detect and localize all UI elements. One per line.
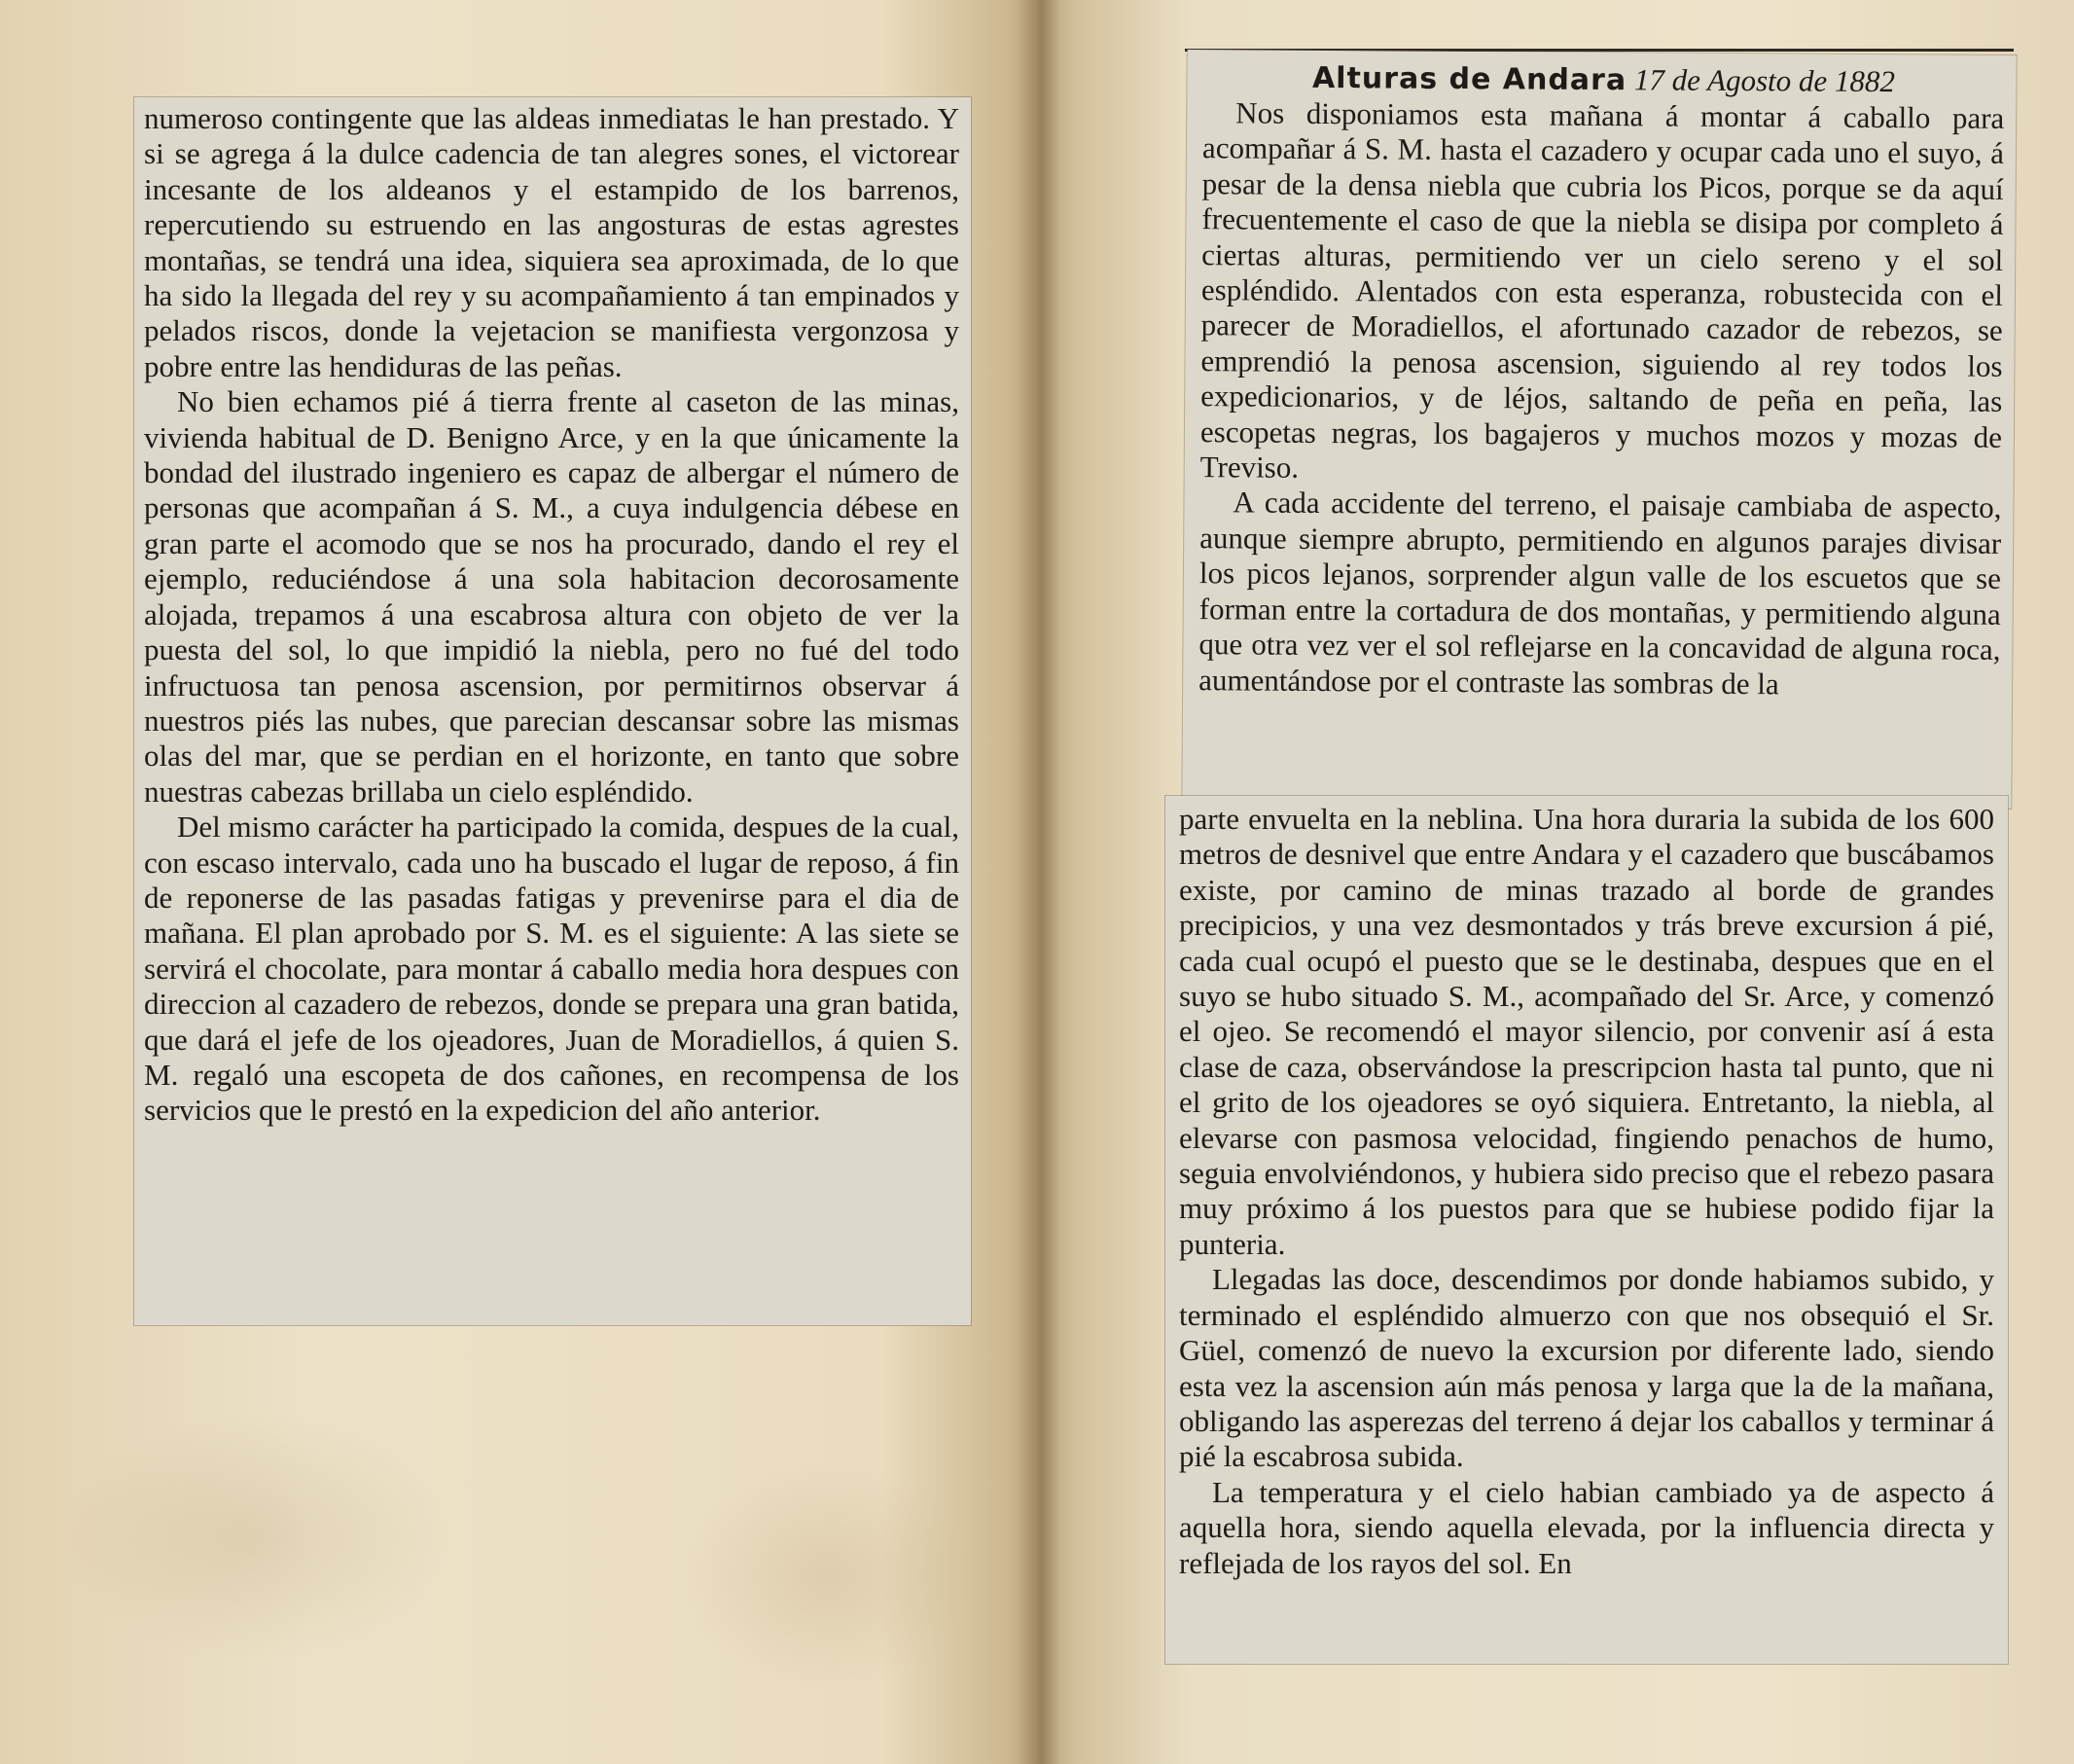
paper-stain xyxy=(58,1411,447,1664)
book-gutter xyxy=(1018,0,1060,1764)
left-paragraph-1: numeroso contingente que las aldeas inmediatas le han prestado. Y si se agrega á la dulce cadencia de tan alegres sones, el victorear incesante de los aldeanos y el estampido de los barrenos, repercutiendo su estruendo en las angosturas de estas agrestes montañas, se tendrá una idea, siquiera sea aproximada, de lo que ha sido la llegada del rey y su acompañamiento á tan empinados y pelados riscos, donde la vejetacion se manifiesta vergonzosa y pobre entre las hendiduras de las peñas. xyxy=(144,101,959,383)
right-newspaper-clipping-bottom xyxy=(1165,796,2008,1664)
left-paragraph-2: No bien echamos pié á tierra frente al caseton de las minas, vivienda habitual de D. Benigno Arce, y en la que únicamente la bondad del ilustrado ingeniero es capaz de albergar el número de personas que acompañan á S. M., a cuya indulgencia débese en gran parte el acomodo que se nos ha procurado, dando el rey el ejemplo, reduciéndose á una sola habitacion decorosamente alojada, trepamos á una escabrosa altura con objeto de ver la puesta del sol, lo que impidió la niebla, pero no fué del todo infructuosa tan penosa ascension, por permitirnos observar á nuestros piés las nubes, que parecian descansar sobre las mismas olas del mar, que se perdian en el horizonte, en tanto que sobre nuestras cabezas brillaba un cielo espléndido. xyxy=(144,384,959,809)
article-date: 17 de Agosto de 1882 xyxy=(1633,62,1896,99)
article-heading xyxy=(1202,59,2004,101)
left-newspaper-clipping xyxy=(134,97,971,1325)
right-newspaper-clipping-top xyxy=(1182,50,2016,809)
right-bottom-paragraph-3: La temperatura y el cielo habian cambiado ya de aspecto á aquella hora, siendo aquella elevada, por la influencia directa y reflejada de los rayos del sol. En xyxy=(1179,1474,1994,1580)
right-top-paragraph-2: A cada accidente del terreno, el paisaje cambiaba de aspecto, aunque siempre abrupto, permitiendo en algunos parajes divisar los picos lejanos, sorprender algun valle de los escuetos que se forman entre la cortadura de dos montañas, y permitiendo alguna que otra vez ver el sol reflejarse en la concavidad de alguna roca, aumentándose por el contraste las sombras de la xyxy=(1198,485,2002,701)
right-bottom-paragraph-1: parte envuelta en la neblina. Una hora duraria la subida de los 600 metros de desnivel que entre Andara y el cazadero que buscábamos existe, por camino de minas trazado al borde de grandes precipicios, y una vez desmontados y trás breve excursion á pié, cada cual ocupó el puesto que se le destinaba, despues que en el suyo se hubo situado S. M., acompañado del Sr. Arce, y comenzó el ojeo. Se recomendó el mayor silencio, por convenir así á esta clase de caza, observándose la prescripcion hasta tal punto, que ni el grito de los ojeadores se oyó siquiera. Entretanto, la niebla, al elevarse con pasmosa velocidad, fingiendo penachos de humo, seguia envolviéndonos, y hubiera sido preciso que el rebezo pasara muy próximo á los puestos para que se hubiese podido fijar la punteria. xyxy=(1179,802,1994,1261)
article-title: Alturas de Andara xyxy=(1311,60,1627,98)
left-paragraph-3: Del mismo carácter ha participado la comida, despues de la cual, con escaso intervalo, cada uno ha buscado el lugar de reposo, á fin de reponerse de las pasadas fatigas y prevenirse para el dia de mañana. El plan aprobado por S. M. es el siguiente: A las siete se servirá el chocolate, para montar á caballo media hora despues con direccion al cazadero de rebezos, donde se prepara una gran batida, que dará el jefe de los ojeadores, Juan de Moradiellos, á quien S. M. regaló una escopeta de dos cañones, en recompensa de los servicios que le prestó en la expedicion del año anterior. xyxy=(144,810,959,1128)
right-bottom-paragraph-2: Llegadas las doce, descendimos por donde habiamos subido, y terminado el espléndido almuerzo con que nos obsequió el Sr. Güel, comenzó de nuevo la excursion por diferente lado, siendo esta vez la ascension aún más penosa y larga que la de la mañana, obligando las asperezas del terreno á dejar los caballos y terminar á pié la escabrosa subida. xyxy=(1179,1262,1994,1474)
right-top-paragraph-1: Nos disponiamos esta mañana á montar á caballo para acompañar á S. M. hasta el cazadero y ocupar cada uno el suyo, á pesar de la densa niebla que cubria los Picos, porque se da aquí frecuentemente el caso de que la niebla se disipa por completo á ciertas alturas, permitiendo ver un cielo sereno y el sol espléndido. Alentados con esta esperanza, robustecida con el parecer de Moradiellos, el afortunado cazador de rebezos, se emprendió la penosa ascension, siguiendo al rey todos los expedicionarios, y de léjos, saltando de peña en peña, las escopetas negras, los bagajeros y muchos mozos y mozas de Treviso. xyxy=(1199,95,2005,485)
paper-stain xyxy=(681,1459,973,1693)
